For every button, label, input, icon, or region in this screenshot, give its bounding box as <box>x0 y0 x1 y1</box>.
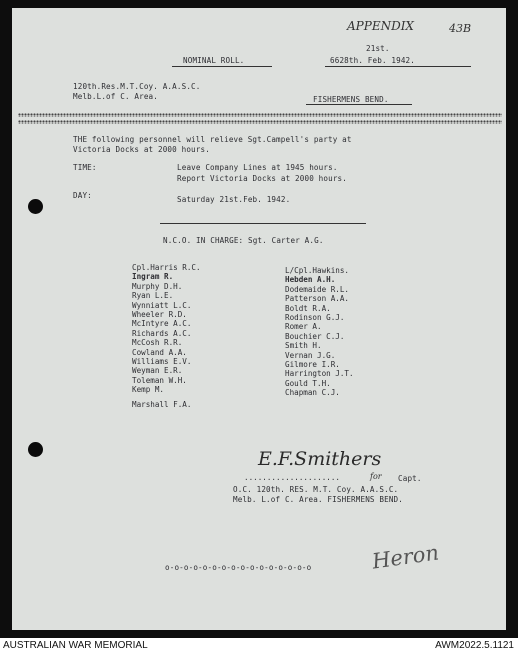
list-item: Harrington J.T. <box>285 369 354 379</box>
document-page <box>12 8 506 630</box>
time-value-2: Report Victoria Docks at 2000 hours. <box>177 174 347 183</box>
appendix-note: APPENDIX <box>347 19 414 33</box>
list-item: Wynniatt L.C. <box>132 300 192 310</box>
nco-in-charge: N.C.O. IN CHARGE: Sgt. Carter A.G. <box>163 236 324 245</box>
dotted-separator-1 <box>18 113 502 117</box>
signature-for: for <box>370 472 382 481</box>
list-item: McIntyre A.C. <box>132 319 192 329</box>
personnel-list-left <box>132 263 201 409</box>
list-item: Kemp M. <box>132 385 165 395</box>
list-item: Ingram R. <box>132 272 174 282</box>
list-item: Wheeler R.D. <box>132 310 187 320</box>
list-item: Gilmore I.R. <box>285 360 340 370</box>
day-label: DAY: <box>73 191 92 200</box>
date-day: 21st. <box>366 44 390 53</box>
list-item: Dodemaide R.L. <box>285 284 350 294</box>
list-item: Bouchier C.J. <box>285 331 345 341</box>
list-item: Williams E.V. <box>132 357 192 367</box>
list-item: Murphy D.H. <box>132 281 183 291</box>
location-underline <box>306 104 412 105</box>
punch-hole-top <box>28 199 43 214</box>
title-underline <box>172 66 272 67</box>
signature-title-2: Melb. L.of C. Area. FISHERMENS BEND. <box>233 495 403 504</box>
intro-line-1: THE following personnel will relieve Sgt.Campell's party at <box>73 135 352 144</box>
initials-handwritten: Heron <box>370 540 441 574</box>
list-item: Chapman C.J. <box>285 388 340 398</box>
unit-name: 120th.Res.M.T.Coy. A.A.S.C. <box>73 82 201 91</box>
list-item: Cowland A.A. <box>132 347 187 357</box>
section-rule <box>160 223 366 224</box>
list-item: Gould T.H. <box>285 378 331 388</box>
list-item: Hebden A.H. <box>285 275 336 285</box>
list-item: Romer A. <box>285 322 322 332</box>
end-separator: o-o-o-o-o-o-o-o-o-o-o-o-o-o-o-o <box>165 563 312 572</box>
footer-source: AUSTRALIAN WAR MEMORIAL <box>3 640 148 651</box>
list-item: Boldt R.A. <box>285 303 331 313</box>
footer-bar <box>0 638 518 653</box>
time-value-1: Leave Company Lines at 1945 hours. <box>177 163 338 172</box>
dotted-separator-2 <box>18 120 502 124</box>
day-value: Saturday 21st.Feb. 1942. <box>177 195 291 204</box>
list-item: Marshall F.A. <box>132 399 192 409</box>
nominal-roll-title: NOMINAL ROLL. <box>183 56 245 65</box>
list-item: Weyman E.R. <box>132 366 183 376</box>
punch-hole-bottom <box>28 442 43 457</box>
unit-location: FISHERMENS BEND. <box>313 95 389 104</box>
list-item: L/Cpl.Hawkins. <box>285 266 350 275</box>
footer-accession: AWM2022.5.1121 <box>435 640 514 651</box>
list-item: Toleman W.H. <box>132 375 187 385</box>
signature-handwritten: E.F.Smithers <box>258 448 382 470</box>
list-item: Smith H. <box>285 341 322 351</box>
list-item: Vernan J.G. <box>285 350 336 360</box>
date-underline <box>325 66 471 67</box>
list-item: McCosh R.R. <box>132 338 183 348</box>
list-item: Patterson A.A. <box>285 294 350 304</box>
list-item: Rodinson G.J. <box>285 313 345 323</box>
list-item: Cpl.Harris R.C. <box>132 263 201 272</box>
page-number-note: 43B <box>449 22 472 35</box>
time-label: TIME: <box>73 163 97 172</box>
signature-rank: Capt. <box>398 474 422 483</box>
list-item: Ryan L.E. <box>132 291 174 301</box>
list-item: Richards A.C. <box>132 328 192 338</box>
unit-area: Melb.L.of C. Area. <box>73 92 158 101</box>
signature-dotted-line: ..................... <box>244 473 341 482</box>
personnel-list-right <box>285 266 354 398</box>
date-line: 6628th. Feb. 1942. <box>330 56 415 65</box>
intro-line-2: Victoria Docks at 2000 hours. <box>73 145 210 154</box>
signature-title-1: O.C. 120th. RES. M.T. Coy. A.A.S.C. <box>233 485 399 494</box>
